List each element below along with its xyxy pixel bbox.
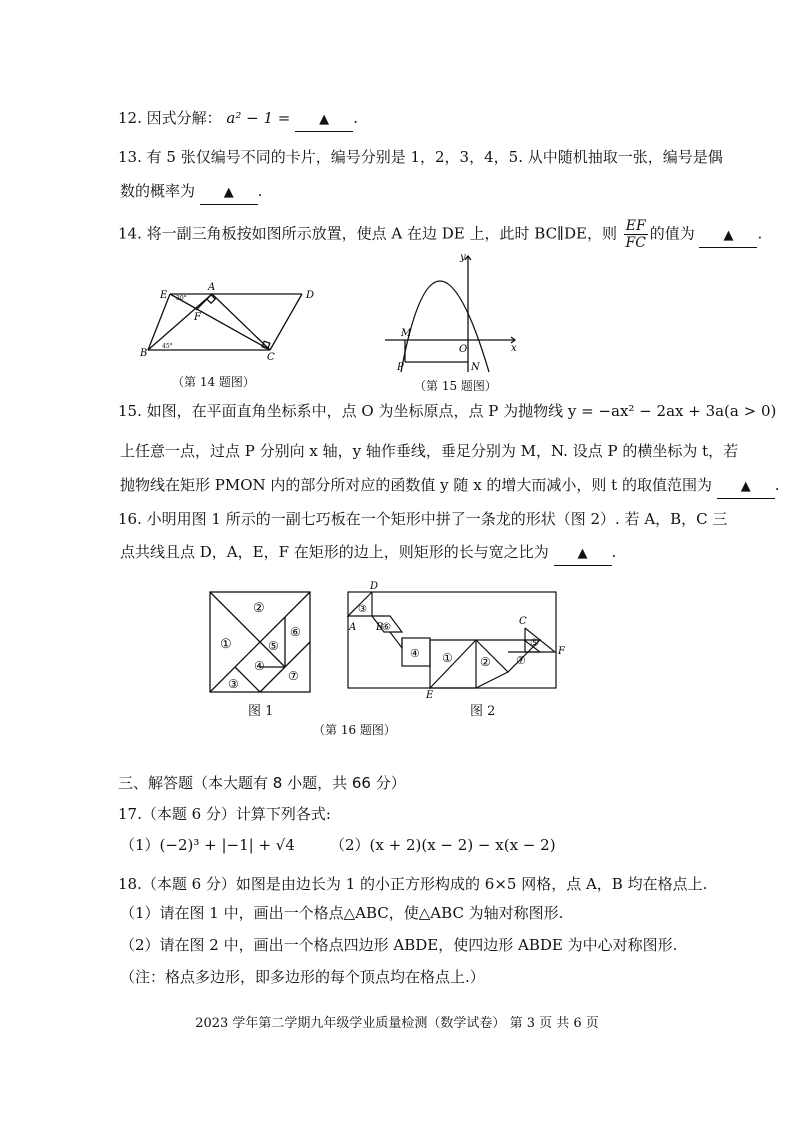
fig14-angle-b: 45° bbox=[162, 343, 173, 350]
q13-line2: 数的概率为 ▲ . bbox=[120, 180, 263, 205]
fig15-label-n: N bbox=[471, 362, 480, 373]
fig16-caption: （第 16 题图） bbox=[313, 723, 396, 737]
fig15-label-o: O bbox=[459, 344, 468, 355]
q17-part2: （2）(x + 2)(x − 2) − x(x − 2) bbox=[330, 836, 556, 854]
answer-blank-q16[interactable]: ▲ bbox=[554, 543, 612, 566]
dragon-label-b: B bbox=[376, 622, 384, 633]
fig16-label-2: 图 2 bbox=[470, 704, 496, 719]
tangram-piece-3: ③ bbox=[228, 677, 239, 691]
q14: 14. 将一副三角板按如图所示放置，使点 A 在边 DE 上，此时 BC∥DE，则 $\frac{EF}{FC}$ 的值为 ▲ . bbox=[118, 218, 763, 251]
q18-head: 18.（本题 6 分）如图是由边长为 1 的小正方形构成的 6×5 网格，点 A，B 均在格点上. bbox=[118, 875, 708, 893]
fig15-caption: （第 15 题图） bbox=[414, 379, 497, 393]
dragon-piece-5: ⑤ bbox=[530, 638, 539, 649]
q12-expr: a² − 1 = bbox=[226, 109, 291, 127]
dragon-piece-6: ⑥ bbox=[382, 622, 391, 633]
tangram-piece-1: ① bbox=[220, 637, 232, 652]
tangram-piece-5: ⑤ bbox=[268, 639, 279, 653]
figure-16-tangram bbox=[208, 590, 312, 694]
dragon-piece-3: ③ bbox=[358, 604, 367, 615]
tangram-piece-2: ② bbox=[253, 601, 265, 616]
fig16-label-1: 图 1 bbox=[248, 704, 274, 719]
dragon-piece-4: ④ bbox=[410, 647, 420, 660]
q12: 12. 因式分解： a² − 1 = ▲ . bbox=[118, 107, 358, 132]
dragon-piece-7: ⑦ bbox=[516, 654, 526, 667]
q16-line1: 16. 小明用图 1 所示的一副七巧板在一个矩形中拼了一条龙的形状（图 2）. 若 A，B，C 三 bbox=[118, 510, 728, 528]
q14-fraction: $\frac{EF}{FC}$ bbox=[625, 218, 646, 251]
dragon-piece-1: ① bbox=[442, 651, 453, 665]
dragon-label-a: A bbox=[349, 622, 357, 633]
fig15-label-x: x bbox=[511, 343, 517, 354]
q17-head: 17.（本题 6 分）计算下列各式: bbox=[118, 805, 331, 823]
page-footer: 2023 学年第二学期九年级学业质量检测（数学试卷） 第 3 页 共 6 页 bbox=[195, 1016, 599, 1031]
fig14-caption: （第 14 题图） bbox=[172, 375, 255, 389]
answer-blank-q13[interactable]: ▲ bbox=[200, 182, 258, 205]
figure-15 bbox=[385, 250, 525, 375]
fig14-label-a: A bbox=[208, 282, 216, 293]
section-3-title: 三、解答题（本大题有 8 小题，共 66 分） bbox=[118, 774, 406, 792]
q15-line3: 抛物线在矩形 PMON 内的部分所对应的函数值 y 随 x 的增大而减小，则 t 的取值范围为 ▲ . bbox=[120, 474, 780, 499]
figure-14 bbox=[140, 278, 320, 360]
fig14-label-d: D bbox=[306, 290, 315, 301]
dragon-label-c: C bbox=[519, 616, 527, 627]
fig14-label-e: E bbox=[160, 290, 168, 301]
fig14-label-f: F bbox=[194, 312, 201, 323]
fig14-label-c: C bbox=[267, 352, 275, 360]
dragon-label-f: F bbox=[558, 646, 565, 657]
q15-line1: 15. 如图，在平面直角坐标系中，点 O 为坐标原点，点 P 为抛物线 y = −ax² − 2ax + 3a(a > 0) bbox=[118, 402, 777, 420]
q17-part1: （1）(−2)³ + |−1| + √4 bbox=[120, 836, 295, 854]
dragon-piece-2: ② bbox=[480, 655, 491, 669]
fig15-label-p: P bbox=[397, 362, 404, 373]
answer-blank-q14[interactable]: ▲ bbox=[699, 225, 757, 248]
q16-line2: 点共线且点 D，A，E，F 在矩形的边上，则矩形的长与宽之比为 ▲ . bbox=[120, 541, 616, 566]
q18-part1: （1）请在图 1 中，画出一个格点△ABC，使△ABC 为轴对称图形. bbox=[120, 904, 564, 922]
fig15-label-y: y bbox=[460, 252, 466, 263]
fig15-label-m: M bbox=[401, 328, 412, 339]
tangram-piece-7: ⑦ bbox=[288, 669, 299, 683]
q18-note: （注：格点多边形，即多边形的每个顶点均在格点上.） bbox=[120, 968, 485, 986]
q13-line1: 13. 有 5 张仅编号不同的卡片，编号分别是 1，2，3，4，5. 从中随机抽取一张，编号是偶 bbox=[118, 148, 723, 166]
q18-part2: （2）请在图 2 中，画出一个格点四边形 ABDE，使四边形 ABDE 为中心对称图形. bbox=[120, 936, 678, 954]
tangram-piece-4: ④ bbox=[254, 659, 265, 673]
answer-blank-q15[interactable]: ▲ bbox=[717, 476, 775, 499]
q15-line2: 上任意一点，过点 P 分别向 x 轴，y 轴作垂线，垂足分别为 M，N. 设点 P 的横坐标为 t，若 bbox=[120, 442, 739, 460]
fig14-label-b: B bbox=[140, 348, 148, 359]
fig14-angle-e: 30° bbox=[176, 295, 187, 302]
tangram-piece-6: ⑥ bbox=[290, 625, 301, 639]
figure-16-dragon bbox=[340, 580, 570, 698]
answer-blank-q12[interactable]: ▲ bbox=[295, 109, 353, 132]
dragon-label-d: D bbox=[370, 581, 379, 592]
dragon-label-e: E bbox=[426, 690, 434, 698]
